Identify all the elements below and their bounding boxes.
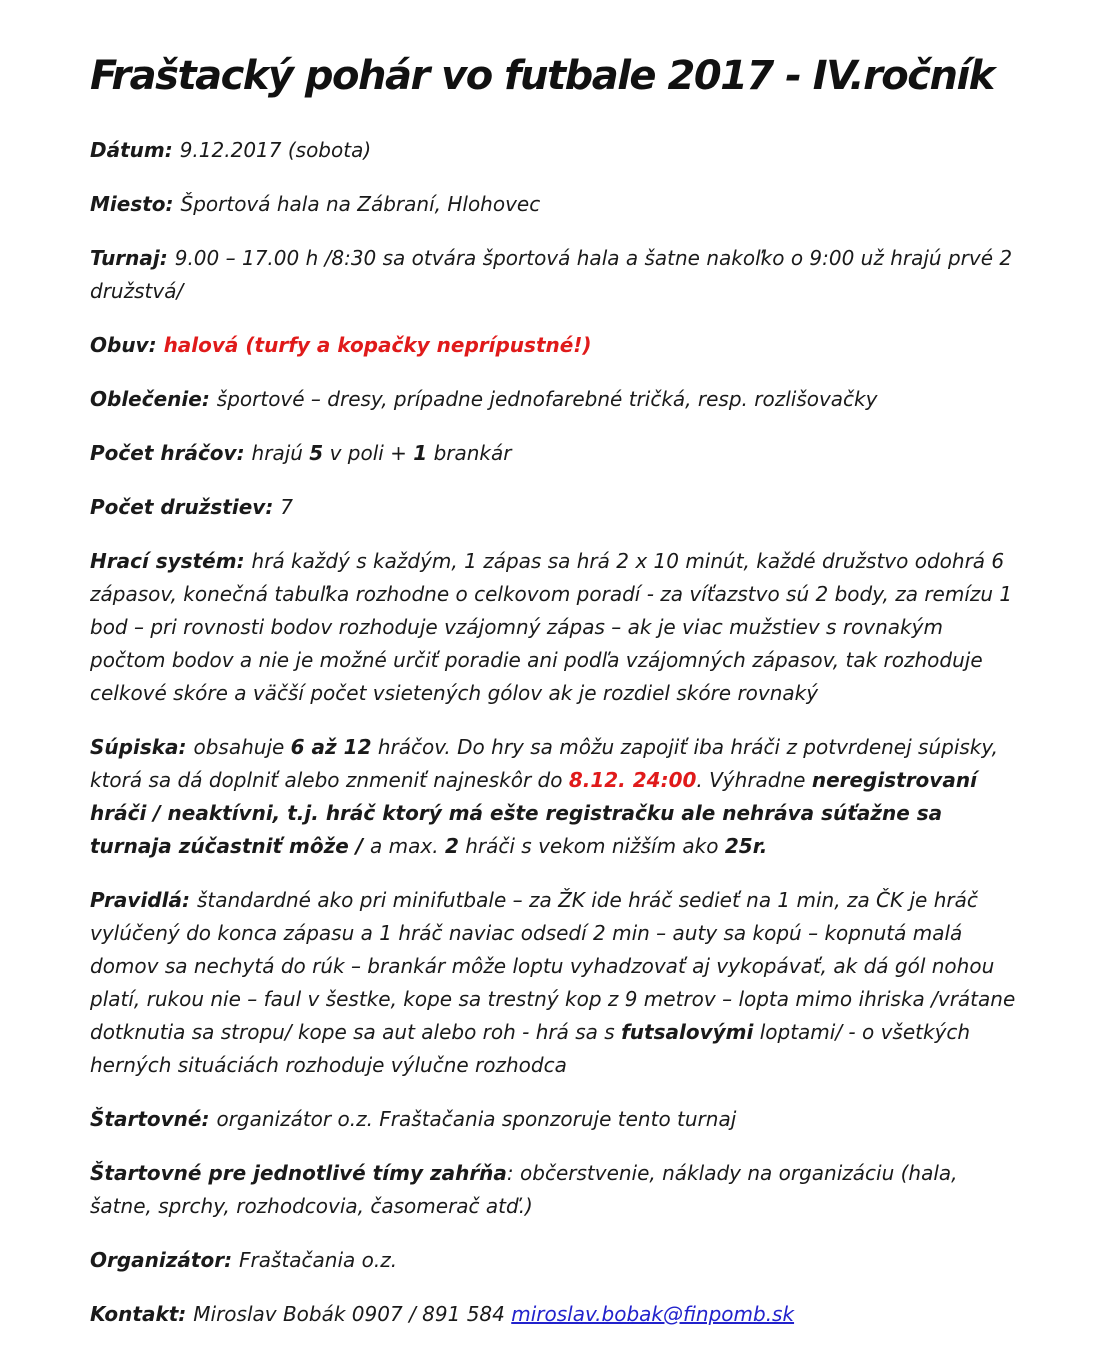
- text-run: : občerstvenie, náklady na organizáciu (hala, šatne, sprchy, rozhodcovia, časomerač atď.): [90, 1161, 958, 1218]
- paragraph: [90, 1157, 1024, 1223]
- email-link[interactable]: miroslav.bobak@finpomb.sk: [511, 1302, 795, 1326]
- text-run: 2: [444, 834, 459, 858]
- paragraph: [90, 731, 1024, 863]
- text-run: brankár: [427, 441, 512, 465]
- paragraph: [90, 884, 1024, 1082]
- text-run: Počet družstiev:: [90, 495, 281, 519]
- document-body: [90, 134, 1024, 1331]
- text-run: Miesto:: [90, 192, 181, 216]
- text-run: obsahuje: [193, 735, 291, 759]
- text-run: halová (turfy a kopačky neprípustné!): [163, 333, 592, 357]
- text-run: a max.: [370, 834, 445, 858]
- paragraph: [90, 437, 1024, 470]
- text-run: Štartovné pre jednotlivé tímy zahŕňa: [90, 1161, 507, 1185]
- text-run: hrá každý s každým, 1 zápas sa hrá 2 x 10 minút, každé družstvo odohrá 6 zápasov, konečná tabuľka rozhodne o celkovom poradí - za víťazstvo sú 2 body, za remízu 1 bod – pri rovnosti bodov rozhoduje vzájomný zápas – ak je viac mužstiev s rovnakým počtom bodov a nie je možné určiť poradie ani podľa vzájomných zápasov, tak rozhoduje celkové skóre a väčší počet vsietených gólov ak je rozdiel skóre rovnaký: [90, 549, 1013, 705]
- text-run: organizátor o.z. Fraštačania sponzoruje tento turnaj: [216, 1107, 737, 1131]
- text-run: Organizátor:: [90, 1248, 240, 1272]
- text-run: Miroslav Bobák 0907 / 891 584: [193, 1302, 512, 1326]
- page-title: Fraštacký pohár vo futbale 2017 - IV.ročník: [90, 53, 994, 99]
- text-run: Fraštačania o.z.: [239, 1248, 398, 1272]
- text-run: Turnaj:: [90, 246, 175, 270]
- text-run: . Výhradne: [696, 768, 812, 792]
- text-run: štandardné ako pri minifutbale – za ŽK ide hráč sedieť na 1 min, za ČK je hráč vylúčený do konca zápasu a 1 hráč naviac odsedí 2 min – auty sa kopú – kopnutá malá domov sa nechytá do rúk – brankár môže loptu vyhadzovať aj vykopávať, ak dá gól nohou platí, rukou nie – faul v šestke, kope sa trestný kop z 9 metrov – lopta mimo ihriska /vrátane dotknutia sa stropu/ kope sa aut alebo roh - hrá sa s: [90, 888, 1016, 1044]
- paragraph: [90, 545, 1024, 710]
- text-run: Športová hala na Zábraní, Hlohovec: [180, 192, 541, 216]
- text-run: športové – dresy, prípadne jednofarebné tričká, resp. rozlišovačky: [216, 387, 878, 411]
- paragraph: [90, 491, 1024, 524]
- text-run: Hrací systém:: [90, 549, 252, 573]
- text-run: Štartovné:: [90, 1107, 217, 1131]
- text-run: neregistrovaní hráči / neaktívni, t.j. hráč ktorý má ešte registračku ale nehráva súťažne sa turnaja zúčastniť môže /: [90, 768, 977, 858]
- text-run: Pravidlá:: [90, 888, 197, 912]
- paragraph: [90, 1103, 1024, 1136]
- text-run: loptami/ - o všetkých herných situáciách rozhoduje výlučne rozhodca: [90, 1020, 971, 1077]
- paragraph: [90, 242, 1024, 308]
- text-run: v poli +: [323, 441, 414, 465]
- paragraph: [90, 383, 1024, 416]
- text-run: hrajú: [251, 441, 310, 465]
- text-run: 7: [280, 495, 294, 519]
- text-run: 9.12.2017 (sobota): [179, 138, 372, 162]
- text-run: 5: [309, 441, 324, 465]
- text-run: hráči s vekom nižším ako: [458, 834, 725, 858]
- text-run: 8.12. 24:00: [568, 768, 697, 792]
- paragraph: [90, 1244, 1024, 1277]
- text-run: hráčov. Do hry sa môžu zapojiť iba hráči z potvrdenej súpisky, ktorá sa dá doplniť alebo znmeniť najneskôr do: [90, 735, 999, 792]
- text-run: Počet hráčov:: [90, 441, 252, 465]
- text-run: 6 až 12: [290, 735, 372, 759]
- paragraph: [90, 134, 1024, 167]
- text-run: Dátum:: [90, 138, 180, 162]
- text-run: Kontakt:: [90, 1302, 194, 1326]
- text-run: 9.00 – 17.00 h /8:30 sa otvára športová hala a šatne nakoľko o 9:00 už hrajú prvé 2 družstvá/: [90, 246, 1013, 303]
- text-run: 1: [413, 441, 428, 465]
- paragraph: [90, 188, 1024, 221]
- text-run: Obuv:: [90, 333, 164, 357]
- paragraph: [90, 1298, 1024, 1331]
- text-run: futsalovými: [621, 1020, 754, 1044]
- text-run: Súpiska:: [90, 735, 194, 759]
- text-run: 25r.: [724, 834, 768, 858]
- text-run: Oblečenie:: [90, 387, 217, 411]
- paragraph: [90, 329, 1024, 362]
